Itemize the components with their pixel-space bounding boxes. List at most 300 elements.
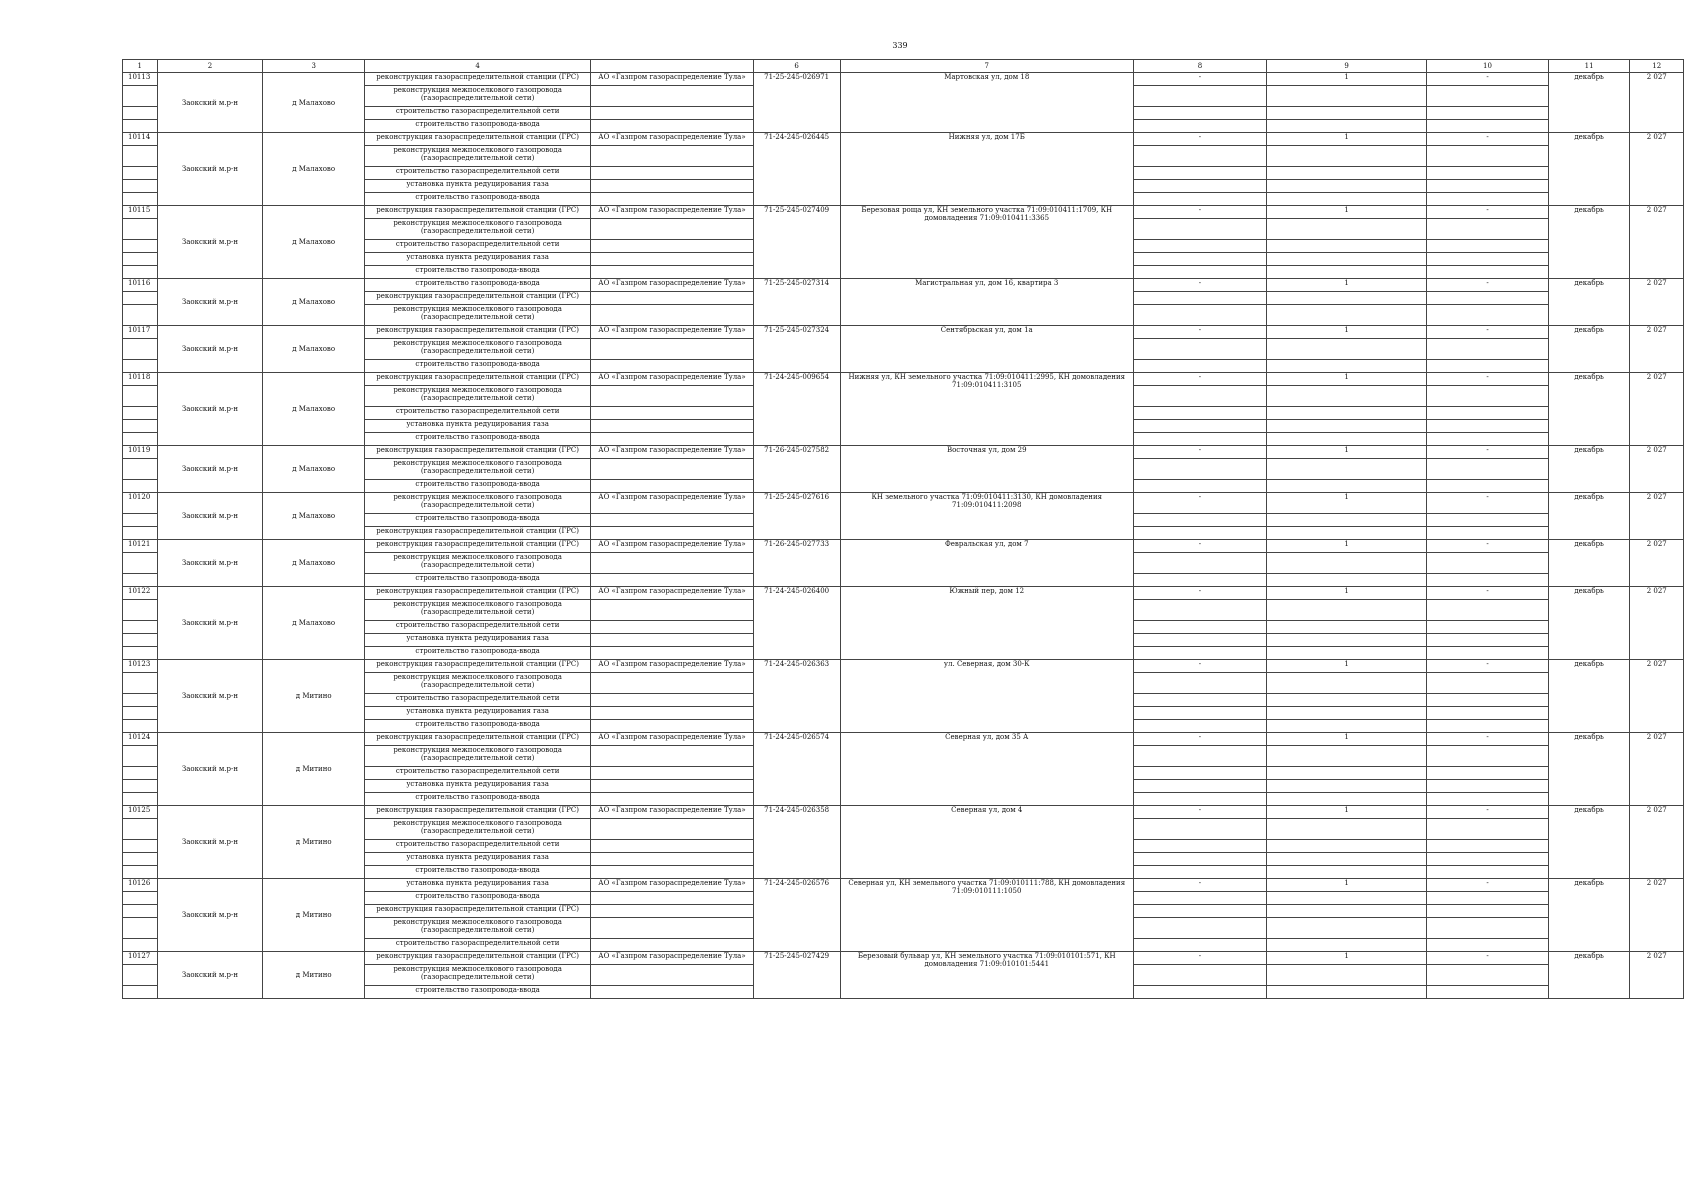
district-cell: Заокский м.р-н [157, 952, 263, 999]
empty-cell [591, 905, 753, 918]
organization-cell: АО «Газпром газораспределение Тула» [591, 373, 753, 386]
work-item: строительство газораспределительной сети [364, 407, 590, 420]
empty-cell [1427, 918, 1549, 939]
empty-cell [591, 746, 753, 767]
object-code-cell: 71-25-245-027314 [753, 279, 840, 326]
work-item: строительство газопровода-ввода [364, 720, 590, 733]
empty-cell [1427, 647, 1549, 660]
address-cell: ул. Северная, дом 30-К [840, 660, 1133, 733]
empty-cell [123, 793, 158, 806]
year-cell: 2 027 [1630, 879, 1684, 952]
organization-cell: АО «Газпром газораспределение Тула» [591, 133, 753, 146]
empty-cell [1133, 707, 1266, 720]
empty-cell [591, 621, 753, 634]
work-item: реконструкция газораспределительной станции (ГРС) [364, 326, 590, 339]
empty-cell [1427, 167, 1549, 180]
empty-cell [1266, 386, 1426, 407]
year-cell: 2 027 [1630, 493, 1684, 540]
month-cell: декабрь [1548, 587, 1630, 660]
empty-cell [1266, 292, 1426, 305]
column-header: 12 [1630, 60, 1684, 73]
work-item: реконструкция газораспределительной станции (ГРС) [364, 905, 590, 918]
year-cell: 2 027 [1630, 587, 1684, 660]
empty-cell [1266, 305, 1426, 326]
work-item: установка пункта редуцирования газа [364, 180, 590, 193]
col9-cell: 1 [1266, 206, 1426, 219]
empty-cell [1133, 780, 1266, 793]
empty-cell [123, 120, 158, 133]
empty-cell [1427, 305, 1549, 326]
empty-cell [1427, 720, 1549, 733]
table-row [123, 73, 1684, 86]
work-item: реконструкция межпоселкового газопровода (газораспределительной сети) [364, 305, 590, 326]
district-cell: Заокский м.р-н [157, 733, 263, 806]
work-item: строительство газораспределительной сети [364, 939, 590, 952]
empty-cell [1427, 339, 1549, 360]
col9-cell: 1 [1266, 326, 1426, 339]
empty-cell [1266, 240, 1426, 253]
col10-cell: - [1427, 279, 1549, 292]
empty-cell [591, 86, 753, 107]
empty-cell [1427, 266, 1549, 279]
empty-cell [1427, 193, 1549, 206]
district-cell: Заокский м.р-н [157, 660, 263, 733]
empty-cell [1266, 780, 1426, 793]
col10-cell: - [1427, 540, 1549, 553]
empty-cell [123, 720, 158, 733]
empty-cell [1266, 634, 1426, 647]
year-cell: 2 027 [1630, 73, 1684, 133]
object-code-cell: 71-24-245-026363 [753, 660, 840, 733]
work-item: строительство газопровода-ввода [364, 574, 590, 587]
empty-cell [1427, 407, 1549, 420]
empty-cell [1133, 574, 1266, 587]
empty-cell [591, 866, 753, 879]
work-item: реконструкция газораспределительной станции (ГРС) [364, 952, 590, 965]
empty-cell [591, 965, 753, 986]
district-cell: Заокский м.р-н [157, 587, 263, 660]
empty-cell [1266, 253, 1426, 266]
empty-cell [1427, 673, 1549, 694]
table-body [123, 73, 1684, 999]
empty-cell [1133, 767, 1266, 780]
empty-cell [1427, 360, 1549, 373]
empty-cell [591, 339, 753, 360]
empty-cell [1133, 253, 1266, 266]
object-code-cell: 71-25-245-027324 [753, 326, 840, 373]
empty-cell [1133, 819, 1266, 840]
empty-cell [1133, 107, 1266, 120]
column-header: 8 [1133, 60, 1266, 73]
table-row [123, 373, 1684, 386]
col8-cell: - [1133, 952, 1266, 965]
empty-cell [1133, 600, 1266, 621]
empty-cell [123, 360, 158, 373]
empty-cell [1266, 266, 1426, 279]
column-header: 1 [123, 60, 158, 73]
organization-cell: АО «Газпром газораспределение Тула» [591, 587, 753, 600]
empty-cell [1266, 107, 1426, 120]
organization-cell: АО «Газпром газораспределение Тула» [591, 493, 753, 514]
work-item: установка пункта редуцирования газа [364, 853, 590, 866]
record-id: 10113 [123, 73, 158, 86]
empty-cell [123, 574, 158, 587]
empty-cell [123, 634, 158, 647]
empty-cell [1427, 146, 1549, 167]
col8-cell: - [1133, 133, 1266, 146]
empty-cell [1427, 292, 1549, 305]
empty-cell [1266, 720, 1426, 733]
empty-cell [1133, 459, 1266, 480]
col9-cell: 1 [1266, 493, 1426, 514]
empty-cell [1266, 527, 1426, 540]
empty-cell [1427, 253, 1549, 266]
empty-cell [1133, 527, 1266, 540]
empty-cell [1266, 905, 1426, 918]
col9-cell: 1 [1266, 660, 1426, 673]
empty-cell [123, 253, 158, 266]
empty-cell [1427, 433, 1549, 446]
address-cell: Южный пер, дом 12 [840, 587, 1133, 660]
empty-cell [1266, 746, 1426, 767]
empty-cell [591, 840, 753, 853]
work-item: реконструкция межпоселкового газопровода (газораспределительной сети) [364, 673, 590, 694]
empty-cell [1133, 621, 1266, 634]
object-code-cell: 71-25-245-027409 [753, 206, 840, 279]
empty-cell [1266, 339, 1426, 360]
empty-cell [123, 866, 158, 879]
empty-cell [591, 120, 753, 133]
object-code-cell: 71-24-245-026358 [753, 806, 840, 879]
object-code-cell: 71-24-245-026576 [753, 879, 840, 952]
record-id: 10117 [123, 326, 158, 339]
empty-cell [123, 407, 158, 420]
object-code-cell: 71-24-245-026400 [753, 587, 840, 660]
empty-cell [1427, 793, 1549, 806]
empty-cell [1427, 120, 1549, 133]
empty-cell [1427, 180, 1549, 193]
empty-cell [1133, 305, 1266, 326]
locality-cell: д Малахово [263, 540, 365, 587]
col10-cell: - [1427, 446, 1549, 459]
empty-cell [1133, 965, 1266, 986]
district-cell: Заокский м.р-н [157, 326, 263, 373]
address-cell: Березовый бульвар ул, КН земельного участка 71:09:010101:571, КН домовладения 71:09:010101:5441 [840, 952, 1133, 999]
work-item: реконструкция газораспределительной станции (ГРС) [364, 733, 590, 746]
empty-cell [1266, 707, 1426, 720]
empty-cell [1266, 694, 1426, 707]
work-item: реконструкция газораспределительной станции (ГРС) [364, 587, 590, 600]
empty-cell [123, 86, 158, 107]
record-id: 10123 [123, 660, 158, 673]
district-cell: Заокский м.р-н [157, 879, 263, 952]
object-code-cell: 71-24-245-026574 [753, 733, 840, 806]
table-row [123, 952, 1684, 965]
year-cell: 2 027 [1630, 660, 1684, 733]
work-item: установка пункта редуцирования газа [364, 707, 590, 720]
month-cell: декабрь [1548, 73, 1630, 133]
col8-cell: - [1133, 279, 1266, 292]
empty-cell [591, 193, 753, 206]
record-id: 10120 [123, 493, 158, 514]
col8-cell: - [1133, 73, 1266, 86]
record-id: 10119 [123, 446, 158, 459]
col10-cell: - [1427, 493, 1549, 514]
empty-cell [1266, 360, 1426, 373]
empty-cell [123, 459, 158, 480]
month-cell: декабрь [1548, 493, 1630, 540]
empty-cell [1133, 866, 1266, 879]
work-item: строительство газопровода-ввода [364, 480, 590, 493]
year-cell: 2 027 [1630, 540, 1684, 587]
empty-cell [1427, 840, 1549, 853]
empty-cell [591, 793, 753, 806]
empty-cell [591, 266, 753, 279]
object-code-cell: 71-26-245-027582 [753, 446, 840, 493]
district-cell: Заокский м.р-н [157, 279, 263, 326]
address-cell: КН земельного участка 71:09:010411:3130, КН домовладения 71:09:010411:2098 [840, 493, 1133, 540]
work-item: реконструкция газораспределительной станции (ГРС) [364, 527, 590, 540]
work-item: строительство газораспределительной сети [364, 840, 590, 853]
organization-cell: АО «Газпром газораспределение Тула» [591, 540, 753, 553]
empty-cell [591, 433, 753, 446]
empty-cell [1427, 965, 1549, 986]
object-code-cell: 71-24-245-026445 [753, 133, 840, 206]
empty-cell [591, 107, 753, 120]
work-item: реконструкция газораспределительной станции (ГРС) [364, 806, 590, 819]
empty-cell [123, 965, 158, 986]
organization-cell: АО «Газпром газораспределение Тула» [591, 733, 753, 746]
district-cell: Заокский м.р-н [157, 493, 263, 540]
record-id: 10122 [123, 587, 158, 600]
empty-cell [123, 339, 158, 360]
work-item: реконструкция межпоселкового газопровода (газораспределительной сети) [364, 746, 590, 767]
col10-cell: - [1427, 952, 1549, 965]
object-code-cell: 71-24-245-009654 [753, 373, 840, 446]
empty-cell [1427, 707, 1549, 720]
table-row [123, 733, 1684, 746]
empty-cell [591, 939, 753, 952]
empty-cell [1133, 694, 1266, 707]
table-row [123, 206, 1684, 219]
column-header: 9 [1266, 60, 1426, 73]
empty-cell [1266, 407, 1426, 420]
locality-cell: д Малахово [263, 326, 365, 373]
empty-cell [591, 167, 753, 180]
empty-cell [591, 553, 753, 574]
month-cell: декабрь [1548, 733, 1630, 806]
col10-cell: - [1427, 373, 1549, 386]
object-code-cell: 71-25-245-026971 [753, 73, 840, 133]
table-row [123, 326, 1684, 339]
empty-cell [123, 420, 158, 433]
address-cell: Северная ул, дом 4 [840, 806, 1133, 879]
empty-cell [123, 600, 158, 621]
record-id: 10115 [123, 206, 158, 219]
locality-cell: д Малахово [263, 206, 365, 279]
work-item: реконструкция газораспределительной станции (ГРС) [364, 206, 590, 219]
organization-cell: АО «Газпром газораспределение Тула» [591, 806, 753, 819]
locality-cell: д Малахово [263, 279, 365, 326]
empty-cell [1427, 746, 1549, 767]
empty-cell [1266, 420, 1426, 433]
empty-cell [123, 819, 158, 840]
work-item: строительство газопровода-ввода [364, 433, 590, 446]
work-item: реконструкция межпоселкового газопровода (газораспределительной сети) [364, 493, 590, 514]
record-id: 10126 [123, 879, 158, 892]
record-id: 10114 [123, 133, 158, 146]
work-item: реконструкция газораспределительной станции (ГРС) [364, 540, 590, 553]
empty-cell [123, 780, 158, 793]
empty-cell [123, 694, 158, 707]
work-item: строительство газопровода-ввода [364, 866, 590, 879]
empty-cell [591, 767, 753, 780]
month-cell: декабрь [1548, 133, 1630, 206]
empty-cell [591, 360, 753, 373]
empty-cell [1266, 840, 1426, 853]
locality-cell: д Митино [263, 879, 365, 952]
column-header: 7 [840, 60, 1133, 73]
empty-cell [1427, 219, 1549, 240]
empty-cell [1133, 240, 1266, 253]
address-cell: Березовая роща ул, КН земельного участка 71:09:010411:1709, КН домовладения 71:09:010411:3365 [840, 206, 1133, 279]
empty-cell [591, 480, 753, 493]
work-item: строительство газораспределительной сети [364, 240, 590, 253]
empty-cell [1133, 986, 1266, 999]
empty-cell [591, 986, 753, 999]
organization-cell: АО «Газпром газораспределение Тула» [591, 73, 753, 86]
empty-cell [591, 574, 753, 587]
empty-cell [1133, 647, 1266, 660]
empty-cell [1266, 793, 1426, 806]
empty-cell [591, 253, 753, 266]
work-item: реконструкция межпоселкового газопровода (газораспределительной сети) [364, 918, 590, 939]
column-header: 4 [364, 60, 590, 73]
empty-cell [591, 694, 753, 707]
record-id: 10127 [123, 952, 158, 965]
work-item: строительство газопровода-ввода [364, 360, 590, 373]
col9-cell: 1 [1266, 133, 1426, 146]
work-item: строительство газопровода-ввода [364, 120, 590, 133]
work-item: установка пункта редуцирования газа [364, 879, 590, 892]
col8-cell: - [1133, 206, 1266, 219]
record-id: 10118 [123, 373, 158, 386]
work-item: строительство газопровода-ввода [364, 514, 590, 527]
work-item: установка пункта редуцирования газа [364, 420, 590, 433]
empty-cell [123, 433, 158, 446]
empty-cell [123, 553, 158, 574]
address-cell: Нижняя ул, КН земельного участка 71:09:010411:2995, КН домовладения 71:09:010411:3105 [840, 373, 1133, 446]
empty-cell [123, 107, 158, 120]
empty-cell [123, 266, 158, 279]
col8-cell: - [1133, 733, 1266, 746]
empty-cell [1266, 853, 1426, 866]
empty-cell [1266, 167, 1426, 180]
empty-cell [1427, 514, 1549, 527]
empty-cell [1266, 986, 1426, 999]
empty-cell [1133, 892, 1266, 905]
empty-cell [1133, 746, 1266, 767]
empty-cell [1266, 621, 1426, 634]
table-row [123, 133, 1684, 146]
empty-cell [123, 746, 158, 767]
empty-cell [1427, 905, 1549, 918]
col8-cell: - [1133, 879, 1266, 892]
work-item: реконструкция межпоселкового газопровода (газораспределительной сети) [364, 600, 590, 621]
empty-cell [1133, 840, 1266, 853]
empty-cell [591, 918, 753, 939]
empty-cell [1133, 939, 1266, 952]
empty-cell [1427, 240, 1549, 253]
empty-cell [1266, 480, 1426, 493]
empty-cell [1266, 574, 1426, 587]
object-code-cell: 71-25-245-027429 [753, 952, 840, 999]
column-header [591, 60, 753, 73]
empty-cell [123, 240, 158, 253]
col8-cell: - [1133, 587, 1266, 600]
empty-cell [1266, 120, 1426, 133]
empty-cell [123, 514, 158, 527]
locality-cell: д Митино [263, 806, 365, 879]
work-item: реконструкция межпоселкового газопровода (газораспределительной сети) [364, 459, 590, 480]
empty-cell [123, 386, 158, 407]
empty-cell [1427, 621, 1549, 634]
empty-cell [1266, 193, 1426, 206]
empty-cell [1133, 793, 1266, 806]
district-cell: Заокский м.р-н [157, 446, 263, 493]
empty-cell [1266, 866, 1426, 879]
empty-cell [591, 514, 753, 527]
organization-cell: АО «Газпром газораспределение Тула» [591, 879, 753, 892]
empty-cell [1133, 918, 1266, 939]
gasification-register-table [122, 59, 1684, 999]
col10-cell: - [1427, 733, 1549, 746]
empty-cell [123, 892, 158, 905]
empty-cell [591, 707, 753, 720]
empty-cell [1266, 553, 1426, 574]
empty-cell [591, 634, 753, 647]
empty-cell [1133, 386, 1266, 407]
empty-cell [1133, 673, 1266, 694]
col8-cell: - [1133, 660, 1266, 673]
table-row [123, 446, 1684, 459]
work-item: реконструкция межпоселкового газопровода (газораспределительной сети) [364, 219, 590, 240]
address-cell: Магистральная ул, дом 16, квартира 3 [840, 279, 1133, 326]
empty-cell [591, 240, 753, 253]
col8-cell: - [1133, 806, 1266, 819]
month-cell: декабрь [1548, 446, 1630, 493]
empty-cell [1133, 180, 1266, 193]
column-header: 2 [157, 60, 263, 73]
col10-cell: - [1427, 879, 1549, 892]
empty-cell [591, 420, 753, 433]
empty-cell [1133, 480, 1266, 493]
col9-cell: 1 [1266, 540, 1426, 553]
empty-cell [1427, 574, 1549, 587]
month-cell: декабрь [1548, 952, 1630, 999]
empty-cell [1427, 892, 1549, 905]
empty-cell [591, 600, 753, 621]
col9-cell: 1 [1266, 446, 1426, 459]
empty-cell [1427, 819, 1549, 840]
empty-cell [1133, 514, 1266, 527]
work-item: реконструкция межпоселкового газопровода (газораспределительной сети) [364, 339, 590, 360]
col8-cell: - [1133, 326, 1266, 339]
empty-cell [591, 780, 753, 793]
empty-cell [123, 840, 158, 853]
col8-cell: - [1133, 540, 1266, 553]
work-item: строительство газораспределительной сети [364, 107, 590, 120]
